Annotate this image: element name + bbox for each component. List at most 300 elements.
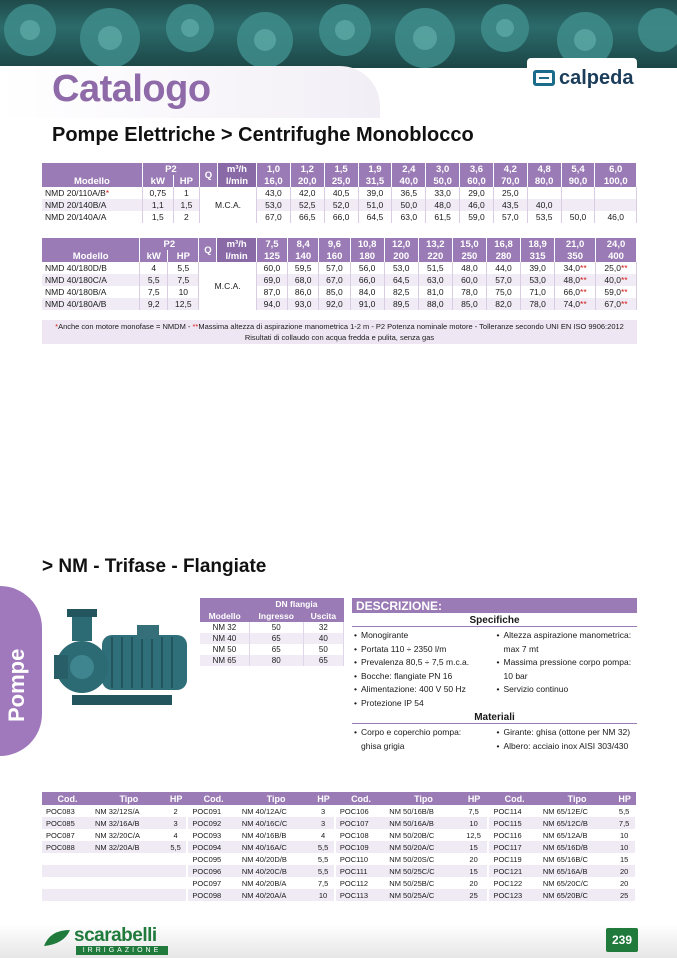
- leaf-icon: [42, 928, 72, 948]
- cell: 50: [249, 622, 303, 633]
- header-cell: 7,5: [256, 238, 287, 250]
- value-cell: 63,0: [418, 274, 452, 286]
- value-cell: 53,0: [521, 274, 555, 286]
- cell: POC122: [493, 878, 523, 888]
- list-item: • Bocche: flangiate PN 16: [354, 670, 495, 684]
- cell: POC112: [339, 878, 369, 888]
- header-cell: 16,0: [257, 175, 291, 187]
- header-cell: Tipo: [541, 792, 613, 805]
- model-cell: NMD 40/180A/B: [42, 298, 140, 310]
- model-cell: NMD 40/180C/A: [42, 274, 140, 286]
- value-cell: 82,5: [384, 286, 418, 298]
- header-cell: 18,9: [521, 238, 555, 250]
- value-cell: 57,0: [486, 274, 520, 286]
- cell: NM 32/16A/B: [93, 817, 165, 829]
- value-cell: 81,0: [418, 286, 452, 298]
- value-cell: 78,0: [521, 298, 555, 310]
- value-cell: 86,0: [288, 286, 319, 298]
- cell: POC095: [192, 854, 222, 864]
- header-cell: Cod.: [335, 792, 387, 805]
- header-cell: HP: [168, 250, 199, 262]
- cell: [42, 853, 93, 865]
- mark: **: [620, 263, 628, 273]
- value-cell: 59,0**: [596, 286, 637, 298]
- mark: **: [580, 275, 587, 285]
- table-row: [200, 655, 344, 666]
- header-cell: 40,0: [392, 175, 426, 187]
- value-cell: 60,0: [452, 274, 486, 286]
- cell: 3: [165, 817, 188, 829]
- cell: 4: [312, 829, 335, 841]
- table-row: [200, 644, 344, 655]
- value-cell: [595, 187, 637, 199]
- performance-table-1: [42, 163, 637, 223]
- list-item: • Prevalenza 80,5 ÷ 7,5 m.c.a.: [354, 656, 495, 670]
- cell: 32: [303, 622, 343, 633]
- cell: NM 50/25B/C: [389, 878, 435, 888]
- cell: 65: [249, 644, 303, 655]
- section-title: Pompe Elettriche > Centrifughe Monoblocco: [52, 124, 474, 146]
- cell: NM 65/16A/B: [541, 865, 613, 877]
- cell: 65: [249, 633, 303, 644]
- value-cell: 67,0: [257, 211, 291, 223]
- header-cell: 350: [555, 250, 596, 262]
- value-cell: 92,0: [319, 298, 350, 310]
- cell: NM 50/16A/B: [387, 817, 459, 829]
- materials-right: [495, 726, 638, 753]
- value-cell: 48,0**: [555, 274, 596, 286]
- header-cell: 25,0: [324, 175, 358, 187]
- header-cell: Modello: [42, 250, 140, 262]
- cell: POC088: [42, 841, 93, 853]
- specs-right: [495, 629, 638, 710]
- mark: *: [105, 188, 110, 198]
- kw-cell: 9,2: [140, 298, 168, 310]
- materials-title: Materiali: [352, 712, 637, 724]
- header-cell: Cod.: [488, 792, 540, 805]
- header-cell: Tipo: [387, 792, 459, 805]
- table-row: [42, 286, 637, 298]
- hp-cell: 1: [173, 187, 199, 199]
- footer-brand: scarabelli: [74, 925, 157, 946]
- cell: 3: [312, 817, 335, 829]
- cell: NM 65/12E/C: [542, 806, 588, 816]
- codes-table: [42, 792, 637, 901]
- value-cell: 85,0: [319, 286, 350, 298]
- header-cell: 31,5: [358, 175, 392, 187]
- header-cell: 50,0: [426, 175, 460, 187]
- value-cell: 78,0: [452, 286, 486, 298]
- brand-logo: [527, 58, 637, 98]
- value-cell: 67,0: [319, 274, 350, 286]
- value-cell: 48,0: [452, 262, 486, 274]
- cell: 10: [312, 889, 335, 901]
- model-cell: NMD 40/180B/A: [42, 286, 140, 298]
- cell: POC123: [488, 889, 540, 901]
- header-cell: 15,0: [452, 238, 486, 250]
- list-item: • Protezione IP 54: [354, 697, 495, 711]
- header-cell: 12,0: [384, 238, 418, 250]
- hp-cell: 2: [173, 211, 199, 223]
- cell: POC110: [339, 854, 369, 864]
- value-cell: 87,0: [256, 286, 287, 298]
- cell: POC108: [339, 830, 369, 840]
- mark: **: [620, 299, 628, 309]
- cell: NM 32/12S/A: [94, 806, 140, 816]
- cell: [42, 877, 93, 889]
- cell: [93, 877, 165, 889]
- header-cell: 5,4: [561, 163, 595, 175]
- value-cell: 66,0: [350, 274, 384, 286]
- value-cell: 67,0**: [596, 298, 637, 310]
- hp-cell: 12,5: [168, 298, 199, 310]
- value-cell: 40,0**: [596, 274, 637, 286]
- value-cell: 50,0: [561, 211, 595, 223]
- specs-left: [352, 629, 495, 710]
- cell: POC087: [46, 830, 75, 840]
- cell: POC111: [335, 865, 387, 877]
- header-cell: [42, 163, 142, 175]
- value-cell: 25,0: [493, 187, 527, 199]
- cell: 20: [460, 877, 489, 889]
- cell: 5,5: [165, 841, 188, 853]
- cell: [165, 889, 188, 901]
- header-cell: [140, 238, 199, 250]
- header-cell: 10,8: [350, 238, 384, 250]
- value-cell: 39,0: [358, 187, 392, 199]
- cell: POC121: [488, 865, 540, 877]
- notes: [42, 320, 637, 344]
- cell: NM 32/20C/A: [94, 830, 140, 840]
- header-cell: kW: [140, 250, 168, 262]
- header-cell: Modello: [42, 175, 142, 187]
- value-cell: 25,0**: [596, 262, 637, 274]
- value-cell: 53,5: [527, 211, 561, 223]
- kw-cell: 7,5: [140, 286, 168, 298]
- cell: NM 40/16C/C: [240, 817, 312, 829]
- value-cell: 48,0: [426, 199, 460, 211]
- cell: NM 32/20A/B: [93, 841, 165, 853]
- header-cell: 400: [596, 250, 637, 262]
- kw-cell: 0,75: [142, 187, 173, 199]
- cell: NM 40/20B/A: [241, 878, 287, 888]
- mark: **: [620, 275, 628, 285]
- list-item: 10 bar: [503, 670, 528, 681]
- cell: 5,5: [312, 865, 335, 877]
- kw-cell: 4: [140, 262, 168, 274]
- header-cell: 4,2: [493, 163, 527, 175]
- value-cell: 44,0: [486, 262, 520, 274]
- value-cell: 53,0: [384, 262, 418, 274]
- header-cell: 200: [384, 250, 418, 262]
- cell: POC117: [488, 841, 540, 853]
- list-item: • Albero: acciaio inox AISI 303/430: [497, 740, 638, 754]
- cell: NM 65/20B/C: [541, 889, 613, 901]
- value-cell: 88,0: [418, 298, 452, 310]
- value-cell: 59,5: [288, 262, 319, 274]
- header-cell: 60,0: [460, 175, 494, 187]
- value-cell: 59,0: [460, 211, 494, 223]
- cell: NM 40/20C/B: [240, 865, 312, 877]
- header-cell: 4,8: [527, 163, 561, 175]
- value-cell: 50,0: [392, 199, 426, 211]
- list-item: ghisa grigia: [361, 740, 405, 751]
- header-cell: Q: [199, 238, 217, 262]
- value-cell: 57,0: [319, 262, 350, 274]
- materials-left: [352, 726, 495, 753]
- header-cell: DN flangia: [249, 598, 343, 610]
- cell: POC093: [192, 830, 222, 840]
- table-row: [42, 187, 637, 199]
- header-cell: 24,0: [596, 238, 637, 250]
- hp-cell: 10: [168, 286, 199, 298]
- header-cell: HP: [173, 175, 199, 187]
- cell: 20: [613, 865, 636, 877]
- header-p2: P2: [163, 238, 176, 250]
- header-cell: 1,0: [257, 163, 291, 175]
- mca-cell: M.C.A.: [199, 262, 256, 310]
- header-cell: 8,4: [288, 238, 319, 250]
- cell: 7,5: [312, 877, 335, 889]
- cell: NM 50: [200, 644, 249, 655]
- header-cell: 280: [486, 250, 520, 262]
- value-cell: 68,0: [288, 274, 319, 286]
- cell: 7,5: [613, 817, 636, 829]
- header-cell: 250: [452, 250, 486, 262]
- value-cell: 64,5: [358, 211, 392, 223]
- value-cell: 75,0: [486, 286, 520, 298]
- cell: 80: [249, 655, 303, 666]
- mark: **: [580, 299, 587, 309]
- cell: POC109: [335, 841, 387, 853]
- list-item: • Girante: ghisa (ottone per NM 32): [497, 726, 638, 740]
- cell: NM 65/16D/B: [541, 841, 613, 853]
- header-cell: 80,0: [527, 175, 561, 187]
- value-cell: 66,5: [290, 211, 324, 223]
- value-cell: 61,5: [426, 211, 460, 223]
- cell: NM 50/25A/C: [387, 889, 459, 901]
- cell: POC113: [335, 889, 387, 901]
- cell: POC094: [187, 841, 239, 853]
- description-panel: [352, 598, 637, 753]
- cell: 20: [460, 853, 489, 865]
- header-cell: HP: [312, 792, 335, 805]
- value-cell: 60,0: [256, 262, 287, 274]
- list-item: max 7 mt: [503, 643, 539, 654]
- header-cell: 3,0: [426, 163, 460, 175]
- value-cell: 84,0: [350, 286, 384, 298]
- cell: 10: [613, 841, 636, 853]
- cell: POC115: [488, 817, 540, 829]
- value-cell: [561, 187, 595, 199]
- cell: 65: [303, 655, 343, 666]
- mark: **: [580, 263, 587, 273]
- header-p2: P2: [165, 163, 177, 175]
- value-cell: 43,5: [493, 199, 527, 211]
- cell: 5,5: [312, 841, 335, 853]
- cell: NM 50/20B/C: [389, 830, 435, 840]
- header-cell: Modello: [200, 610, 249, 622]
- table-row: [42, 199, 637, 211]
- header-cell: 13,2: [418, 238, 452, 250]
- value-cell: [595, 199, 637, 211]
- header-cell: 1,5: [324, 163, 358, 175]
- list-item: • Corpo e coperchio pompa:: [354, 726, 495, 740]
- cell: 15: [460, 841, 489, 853]
- value-cell: 91,0: [350, 298, 384, 310]
- mca-cell: M.C.A.: [200, 187, 257, 223]
- table-row: [42, 877, 636, 889]
- kw-cell: 1,5: [142, 211, 173, 223]
- cell: POC083: [46, 806, 75, 816]
- header-cell: Cod.: [42, 792, 93, 805]
- cell: NM 65/12A/B: [542, 830, 588, 840]
- table-row: [42, 262, 637, 274]
- cell: NM 40/20A/A: [240, 889, 312, 901]
- header-cell: 180: [350, 250, 384, 262]
- cell: [42, 889, 93, 901]
- value-cell: 39,0: [521, 262, 555, 274]
- value-cell: 94,0: [256, 298, 287, 310]
- value-cell: 89,5: [384, 298, 418, 310]
- list-item: • Monogirante: [354, 629, 495, 643]
- value-cell: 53,0: [257, 199, 291, 211]
- header-cell: 3,6: [460, 163, 494, 175]
- header-cell: 160: [319, 250, 350, 262]
- kw-cell: 5,5: [140, 274, 168, 286]
- header-cell: 1,9: [358, 163, 392, 175]
- header-cell: 1,2: [290, 163, 324, 175]
- value-cell: 52,0: [324, 199, 358, 211]
- cell: POC114: [493, 806, 522, 816]
- hp-cell: 7,5: [168, 274, 199, 286]
- header-cell: 100,0: [595, 175, 637, 187]
- cell: 20: [613, 877, 636, 889]
- header-cell: 220: [418, 250, 452, 262]
- value-cell: 93,0: [288, 298, 319, 310]
- value-cell: 63,0: [392, 211, 426, 223]
- cell: 5,5: [613, 805, 636, 817]
- cell: [42, 865, 93, 877]
- value-cell: 34,0**: [555, 262, 596, 274]
- mark: **: [620, 287, 628, 297]
- value-cell: 33,0: [426, 187, 460, 199]
- header-cell: 70,0: [493, 175, 527, 187]
- header-cell: 315: [521, 250, 555, 262]
- cell: 2: [165, 805, 188, 817]
- notes-line-2: Risultati di collaudo con acqua fredda e pulita, senza gas: [244, 333, 435, 342]
- pump-image: [52, 595, 202, 745]
- specs-title: Specifiche: [352, 615, 637, 627]
- value-cell: 52,5: [290, 199, 324, 211]
- catalog-title: Catalogo: [52, 68, 211, 110]
- table-row: [42, 817, 636, 829]
- cell: 3: [312, 805, 335, 817]
- performance-table-2: [42, 238, 637, 310]
- cell: POC096: [187, 865, 239, 877]
- value-cell: 51,5: [418, 262, 452, 274]
- cell: POC119: [493, 854, 522, 864]
- flange-table: [200, 598, 344, 666]
- header-cell: 20,0: [290, 175, 324, 187]
- value-cell: 64,5: [384, 274, 418, 286]
- value-cell: 69,0: [256, 274, 287, 286]
- header-cell: Tipo: [240, 792, 312, 805]
- cell: NM 40/12A/C: [241, 806, 287, 816]
- table-row: [42, 889, 636, 901]
- cell: [93, 889, 165, 901]
- value-cell: 46,0: [460, 199, 494, 211]
- value-cell: [561, 199, 595, 211]
- header-cell: [42, 238, 140, 250]
- cell: [165, 853, 188, 865]
- subsection-title: > NM - Trifase - Flangiate: [42, 556, 267, 577]
- header-cell: m³/h: [217, 163, 256, 175]
- value-cell: [527, 187, 561, 199]
- cell: 4: [165, 829, 188, 841]
- table-row: [42, 274, 637, 286]
- mark: **: [580, 287, 587, 297]
- header-cell: 2,4: [392, 163, 426, 175]
- value-cell: 40,5: [324, 187, 358, 199]
- cell: NM 65/16B/C: [542, 854, 588, 864]
- footer-brand-sub: IRRIGAZIONE: [76, 946, 168, 955]
- table-row: [200, 633, 344, 644]
- header-cell: l/min: [217, 250, 256, 262]
- cell: NM 65: [200, 655, 249, 666]
- value-cell: 40,0: [527, 199, 561, 211]
- cell: NM 40/16B/B: [241, 830, 287, 840]
- table-row: [42, 298, 637, 310]
- model-cell: NMD 40/180D/B: [42, 262, 140, 274]
- brand-name: calpeda: [559, 66, 634, 89]
- value-cell: 74,0**: [555, 298, 596, 310]
- value-cell: 36,5: [392, 187, 426, 199]
- cell: NM 50/25C/C: [387, 865, 459, 877]
- brand-mark-icon: [533, 70, 555, 86]
- cell: NM 40/20D/B: [241, 854, 287, 864]
- cell: 40: [303, 633, 343, 644]
- cell: 10: [613, 829, 636, 841]
- table-row: [42, 841, 636, 853]
- hp-cell: 1,5: [173, 199, 199, 211]
- side-tab-label: Pompe: [4, 648, 29, 722]
- header-cell: [200, 598, 249, 610]
- value-cell: 46,0: [595, 211, 637, 223]
- model-cell: NMD 20/140A/A: [42, 211, 142, 223]
- table-row: [200, 622, 344, 633]
- list-item: • Alimentazione: 400 V 50 Hz: [354, 683, 495, 697]
- cell: [165, 865, 188, 877]
- cell: POC097: [192, 878, 222, 888]
- notes-line-1: *Anche con motore monofase = NMDM - **Massima altezza di aspirazione manometrica 1-2 m - P2 Potenza nominale motore - Tolleranze secondo UNI EN ISO 9906:2012: [55, 322, 624, 331]
- header-cell: HP: [165, 792, 188, 805]
- cell: [93, 865, 165, 877]
- cell: 25: [460, 889, 489, 901]
- cell: POC092: [187, 817, 239, 829]
- table-row: [42, 865, 636, 877]
- list-item: • Altezza aspirazione manometrica:: [497, 629, 638, 643]
- cell: 12,5: [460, 829, 489, 841]
- header-cell: Uscita: [303, 610, 343, 622]
- cell: NM 40/16A/C: [240, 841, 312, 853]
- value-cell: 82,0: [486, 298, 520, 310]
- value-cell: 71,0: [521, 286, 555, 298]
- cell: NM 50/16B/B: [389, 806, 434, 816]
- list-item: • Portata 110 ÷ 2350 l/m: [354, 643, 495, 657]
- cell: 25: [613, 889, 636, 901]
- page-number: 239: [606, 928, 638, 952]
